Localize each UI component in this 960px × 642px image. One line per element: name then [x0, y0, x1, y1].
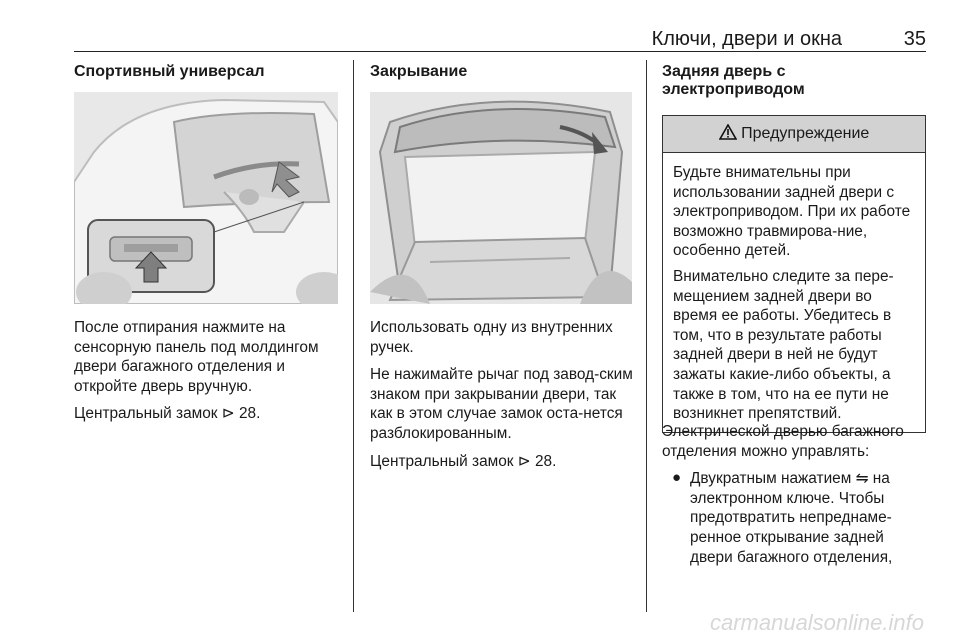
column-2-text [370, 318, 642, 471]
warning-paragraph: Будьте внимательны при использовании задней двери с электроприводом. При их работе возможно травмирова-ние, особенно детей. [673, 164, 911, 260]
page-number: 35 [903, 28, 926, 50]
column-1-text [74, 318, 344, 424]
list-item [662, 469, 926, 567]
column-divider [353, 60, 354, 612]
paragraph: Не нажимайте рычаг под завод-ским знаком при закрывании двери, так как в этом случае замок оста-нется разблокированным. [370, 366, 633, 442]
chapter-title: Ключи, двери и окна [651, 28, 842, 50]
column-1 [74, 63, 342, 81]
section-heading-line-2: электроприводом [662, 81, 805, 98]
warning-header [663, 116, 925, 153]
paragraph-crossref: Центральный замок ⊳ 28. [370, 452, 557, 470]
paragraph: Использовать одну из внутренних ручек. [370, 319, 613, 356]
column-3-text [662, 422, 926, 567]
warning-box [662, 115, 926, 433]
paragraph-crossref: Центральный замок ⊳ 28. [74, 405, 261, 423]
section-heading-line-1: Задняя дверь с [662, 63, 786, 80]
watermark: carmanualsonline.info [709, 610, 924, 635]
rear-door-handle-illustration [74, 92, 338, 304]
page-header [74, 0, 926, 52]
warning-title: Предупреждение [741, 125, 870, 142]
column-divider [646, 60, 647, 612]
list-item-text: Двукратным нажатием ⇋ на электронном ключе. Чтобы предотвратить непреднаме-ренное открывание задней двери багажного отделения, [690, 470, 893, 566]
column-3-heading [662, 63, 924, 99]
paragraph: Электрической дверью багажного отделения можно управлять: [662, 423, 904, 460]
bullet-icon: ● [672, 469, 682, 487]
tailgate-closing-illustration [370, 92, 632, 304]
section-heading: Спортивный универсал [74, 63, 265, 80]
paragraph: После отпирания нажмите на сенсорную панель под молдингом двери багажного отделения и откройте дверь вручную. [74, 319, 319, 395]
section-heading: Закрывание [370, 63, 468, 80]
warning-body [663, 153, 925, 432]
warning-paragraph: Внимательно следите за пере-мещением задней двери во время ее работы. Убедитесь в том, что в результате работы задней двери в ней не будут зажаты какие-либо объекты, а также в том, что на ее пути не возникнет препятствий. [673, 267, 894, 423]
warning-triangle-icon [719, 125, 741, 142]
column-2 [370, 63, 638, 81]
